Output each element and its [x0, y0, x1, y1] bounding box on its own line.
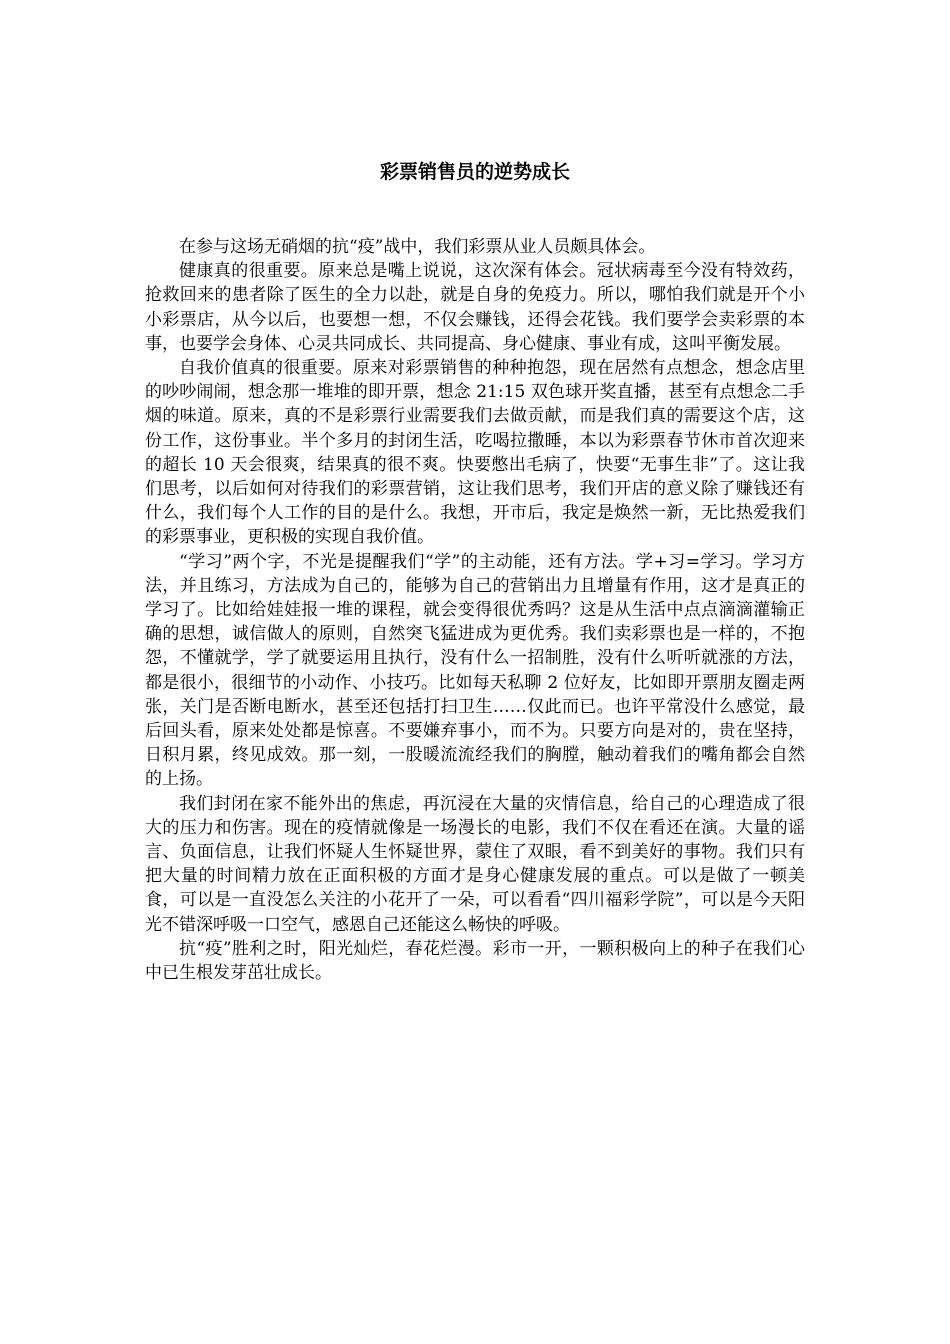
paragraph-anxiety: 我们封闭在家不能外出的焦虑，再沉浸在大量的灾情信息，给自己的心理造成了很大的压力和伤害。现在的疫情就像是一场漫长的电影，我们不仅在看还在演。大量的谣言、负面信息，让我们怀疑人生怀疑世界，蒙住了双眼，看不到美好的事物。我们只有把大量的时间精力放在正面积极的方面才是身心健康发展的重点。可以是做了一顿美食，可以是一直没怎么关注的小花开了一朵，可以看看“四川福彩学院”，可以是今天阳光不错深呼吸一口空气，感恩自己还能这么畅快的呼吸。 — [145, 793, 805, 935]
paragraph-learning: “学习”两个字，不光是提醒我们“学”的主动能，还有方法。学+习=学习。学习方法，并且练习，方法成为自己的，能够为自己的营销出力且增量有作用，这才是真正的学习了。比如给娃娃报一堆的课程，就会变得很优秀吗？这是从生活中点点滴滴灌输正确的思想，诚信做人的原则，自然突飞猛进成为更优秀。我们卖彩票也是一样的，不抱怨，不懂就学，学了就要运用且执行，没有什么一招制胜，没有什么听听就涨的方法，都是很小，很细节的小动作、小技巧。比如每天私聊 2 位好友，比如即开票朋友圈走两张，关门是否断电断水，甚至还包括打扫卫生……仅此而已。也许平常没什么感觉，最后回头看，原来处处都是惊喜。不要嫌弃事小，而不为。只要方向是对的，贵在坚持，日积月累，终见成效。那一刻，一股暖流流经我们的胸膛，触动着我们的嘴角都会自然的上扬。 — [145, 551, 805, 790]
paragraph-conclusion: 抗“疫”胜利之时，阳光灿烂，春花烂漫。彩市一开，一颗积极向上的种子在我们心中已生根发芽茁壮成长。 — [145, 938, 805, 984]
document-title: 彩票销售员的逆势成长 — [379, 161, 570, 183]
paragraph-health: 健康真的很重要。原来总是嘴上说说，这次深有体会。冠状病毒至今没有特效药，抢救回来的患者除了医生的全力以赴，就是自身的免疫力。所以，哪怕我们就是开个小小彩票店，从今以后，也要想一想，不仅会赚钱，还得会花钱。我们要学会卖彩票的本事，也要学会身体、心灵共同成长、共同提高、身心健康、事业有成，这叫平衡发展。 — [145, 261, 805, 354]
document-body — [145, 235, 805, 985]
paragraph-intro: 在参与这场无硝烟的抗“疫”战中，我们彩票从业人员颇具体会。 — [179, 237, 656, 257]
paragraph-self-value: 自我价值真的很重要。原来对彩票销售的种种抱怨，现在居然有点想念，想念店里的吵吵闹闹，想念那一堆堆的即开票，想念 21:15 双色球开奖直播，甚至有点想念二手烟的味道。原来，真的不是彩票行业需要我们去做贡献，而是我们真的需要这个店，这份工作，这份事业。半个多月的封闭生活，吃喝拉撒睡，本以为彩票春节休市首次迎来的超长 10 天会很爽，结果真的很不爽。快要憋出毛病了，快要“无事生非”了。这让我们思考，以后如何对待我们的彩票营销，这让我们思考，我们开店的意义除了赚钱还有什么，我们每个人工作的目的是什么。我想，开市后，我定是焕然一新，无比热爱我们的彩票事业，更积极的实现自我价值。 — [145, 358, 805, 548]
